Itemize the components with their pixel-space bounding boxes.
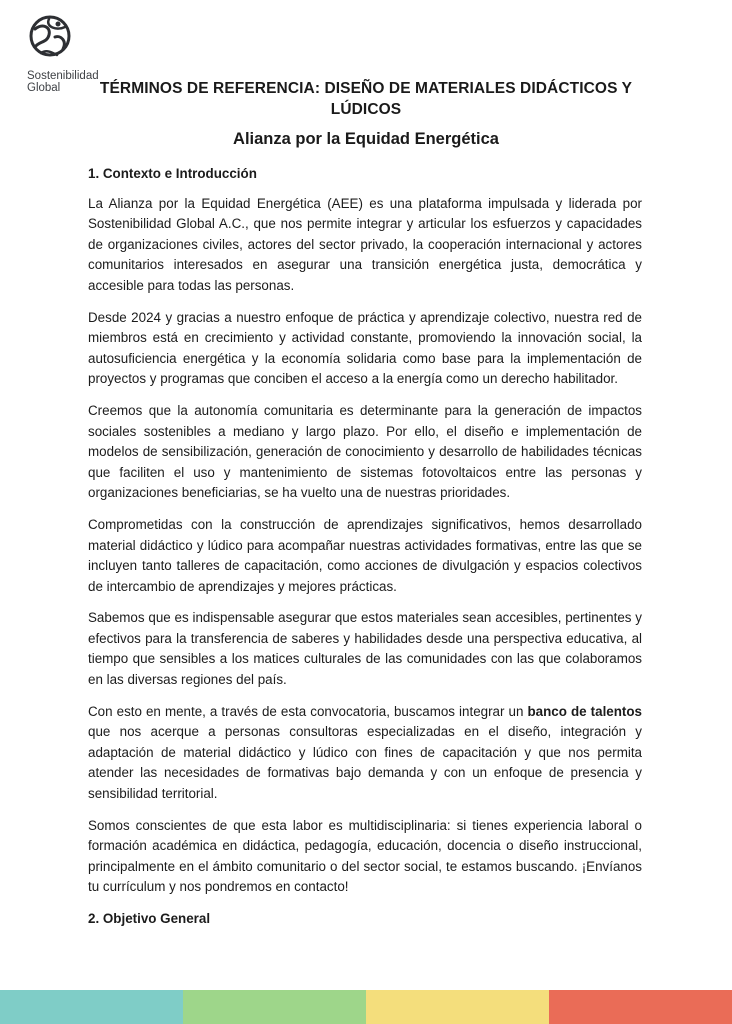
section-1-heading: 1. Contexto e Introducción	[88, 166, 257, 181]
logo-text	[27, 70, 99, 94]
paragraph-2: Desde 2024 y gracias a nuestro enfoque de práctica y aprendizaje colectivo, nuestra red de miembros está en crecimiento y actividad constante, promoviendo la innovación social, la autosuficiencia energética y la economía solidaria como base para la implementación de proyectos y programas que conciben el acceso a la energía como un derecho habilitador.	[88, 309, 642, 387]
paragraph-5: Sabemos que es indispensable asegurar que estos materiales sean accesibles, pertinentes y efectivos para la transferencia de saberes y habilidades desde una perspectiva educativa, al tiempo que sensibles a los matices culturales de las comunidades con las que colaboramos en las diversas regiones del país.	[88, 610, 642, 688]
section-2-heading: 2. Objetivo General	[88, 911, 211, 926]
paragraph-7: Somos conscientes de que esta labor es multidisciplinaria: si tienes experiencia laboral o formación académica en didáctica, pedagogía, educación, docencia o diseño instruccional, principalmente en el ámbito comunitario o del sector social, te estamos buscando. ¡Envíanos tu currículum y nos pondremos en contacto!	[88, 817, 642, 895]
footer-bar-coral	[549, 990, 732, 1024]
logo-line-2: Global	[27, 82, 61, 94]
document-title: TÉRMINOS DE REFERENCIA: DISEÑO DE MATERIALES DIDÁCTICOS Y LÚDICOS	[99, 80, 633, 118]
document-body	[88, 164, 642, 939]
footer-bar-green	[183, 990, 366, 1024]
document-subtitle: Alianza por la Equidad Energética	[233, 130, 499, 148]
footer-bar-teal	[0, 990, 183, 1024]
footer-bar-yellow	[366, 990, 549, 1024]
paragraph-1: La Alianza por la Equidad Energética (AEE) es una plataforma impulsada y liderada por Sostenibilidad Global A.C., que nos permite integrar y articular los esfuerzos y capacidades de organizaciones civiles, actores del sector privado, la cooperación internacional y actores comunitarios interesados en asegurar una transición energética justa, democrática y accesible para todas las personas.	[88, 195, 642, 293]
banco-de-talentos-emphasis: banco de talentos	[527, 703, 642, 719]
paragraph-6-start: Con esto en mente, a través de esta convocatoria, buscamos integrar un	[88, 703, 528, 719]
logo-line-1: Sostenibilidad	[27, 70, 99, 82]
paragraph-4: Comprometidas con la construcción de aprendizajes significativos, hemos desarrollado material didáctico y lúdico para acompañar nuestras actividades formativas, entre las que se incluyen tanto talleres de capacitación, como acciones de divulgación y espacios colectivos de intercambio de aprendizajes y mejores prácticas.	[88, 516, 642, 594]
globe-logo-icon	[27, 13, 73, 59]
paragraph-6-end: que nos acerque a personas consultoras especializadas en el diseño, integración y adaptación de material didáctico y lúdico con fines de capacitación y que nos permita atender las necesidades de formativas bajo demanda y con un enfoque de presencia y sensibilidad territorial.	[88, 724, 642, 802]
paragraph-6	[88, 702, 642, 805]
paragraph-3: Creemos que la autonomía comunitaria es determinante para la generación de impactos sociales sostenibles a mediano y largo plazo. Por ello, el diseño e implementación de modelos de sensibilización, generación de conocimiento y desarrollo de habilidades técnicas que faciliten el uso y mantenimiento de sistemas fotovoltaicos entre las personas y organizaciones beneficiarias, se ha vuelto una de nuestras prioridades.	[88, 402, 642, 501]
footer-color-bar	[0, 990, 732, 1024]
